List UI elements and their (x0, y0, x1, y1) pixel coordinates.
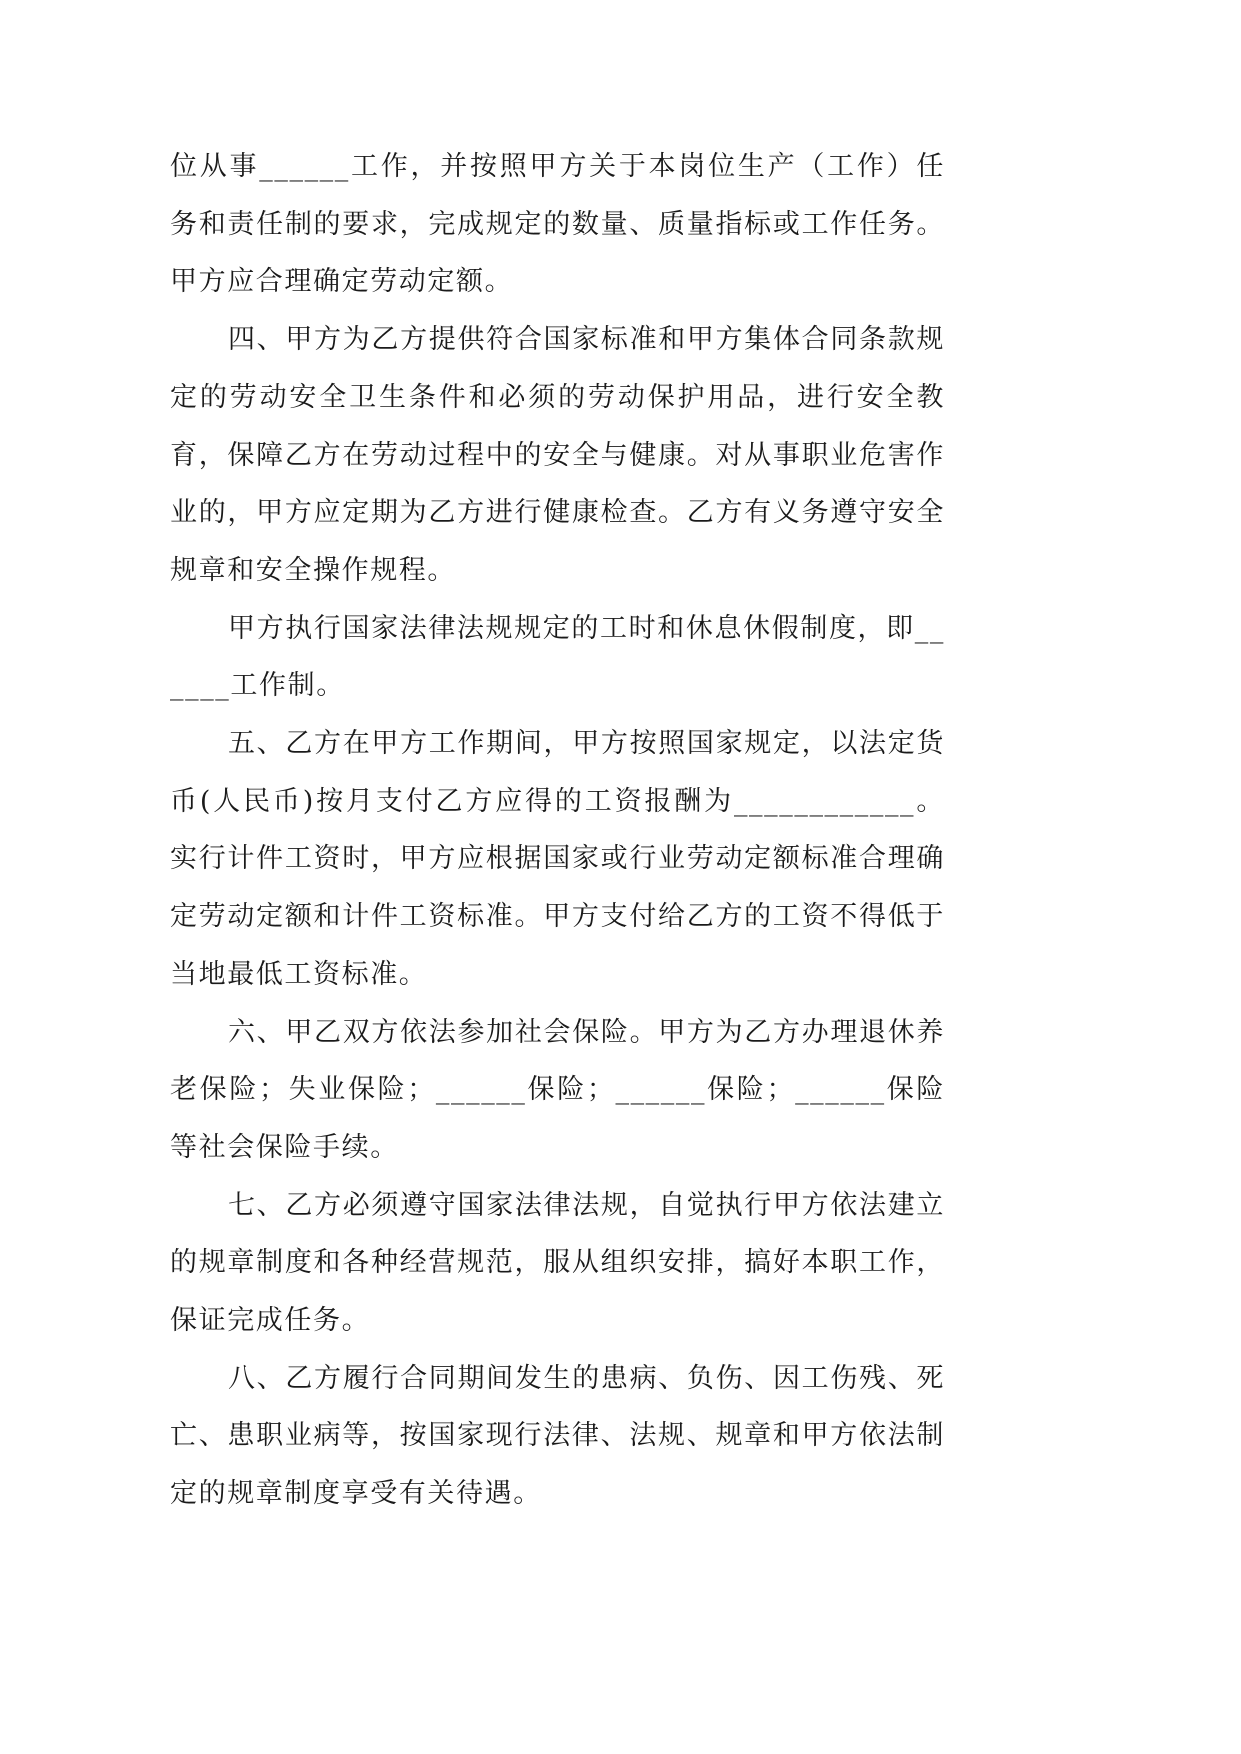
paragraph-clause-7: 七、乙方必须遵守国家法律法规，自觉执行甲方依法建立的规章制度和各种经营规范，服从组织安排，搞好本职工作，保证完成任务。 (170, 1189, 945, 1337)
document-body (170, 138, 945, 1523)
paragraph-clause-6: 六、甲乙双方依法参加社会保险。甲方为乙方办理退休养老保险；失业保险；______保险；______保险；______保险等社会保险手续。 (170, 1016, 945, 1163)
paragraph-clause-5: 五、乙方在甲方工作期间，甲方按照国家规定，以法定货币(人民币)按月支付乙方应得的工资报酬为____________。实行计件工资时，甲方应根据国家或行业劳动定额标准合理确定劳动定额和计件工资标准。甲方支付给乙方的工资不得低于当地最低工资标准。 (170, 728, 945, 990)
paragraph-clause-4: 四、甲方为乙方提供符合国家标准和甲方集体合同条款规定的劳动安全卫生条件和必须的劳动保护用品，进行安全教育，保障乙方在劳动过程中的安全与健康。对从事职业危害作业的，甲方应定期为乙方进行健康检查。乙方有义务遵守安全规章和安全操作规程。 (170, 324, 945, 586)
paragraph-clause-8: 八、乙方履行合同期间发生的患病、负伤、因工伤残、死亡、患职业病等，按国家现行法律、法规、规章和甲方依法制定的规章制度享受有关待遇。 (170, 1362, 945, 1510)
paragraph-continuation: 位从事______工作，并按照甲方关于本岗位生产（工作）任务和责任制的要求，完成规定的数量、质量指标或工作任务。甲方应合理确定劳动定额。 (170, 151, 945, 298)
paragraph-working-hours: 甲方执行国家法律法规规定的工时和休息休假制度，即______工作制。 (170, 612, 945, 702)
